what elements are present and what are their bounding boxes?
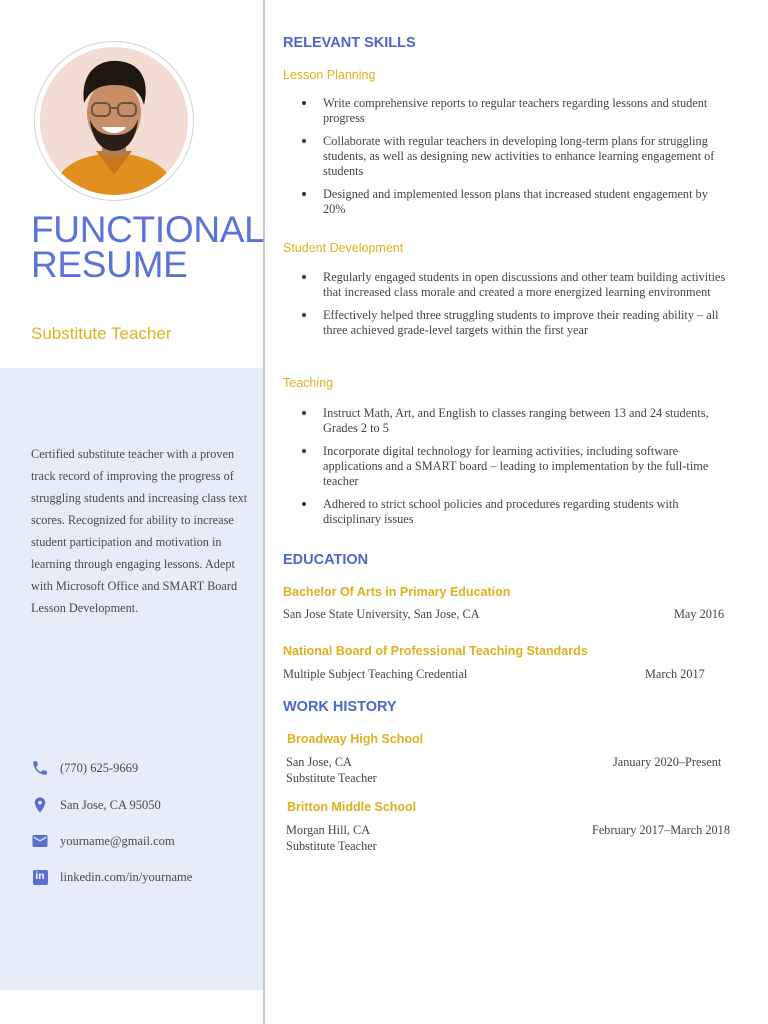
education-detail: Multiple Subject Teaching Credential [283, 667, 468, 681]
location-text: San Jose, CA 95050 [60, 797, 161, 812]
skill-bullet: Incorporate digital technology for learning activities, including software applications and a SMART board – leading to implementation by the full-time teacher [283, 444, 728, 489]
work-role: Substitute Teacher [286, 771, 377, 785]
contact-email [31, 831, 175, 851]
linkedin-url[interactable]: linkedin.com/in/yourname [60, 869, 193, 884]
resume-title [31, 209, 265, 285]
education-date: May 2016 [674, 607, 725, 621]
skill-bullet: Instruct Math, Art, and English to classes ranging between 13 and 24 students, Grades 2 to 5 [283, 406, 728, 436]
skill-bullet: Designed and implemented lesson plans that increased student engagement by 20% [283, 187, 728, 217]
skill-bullet-list [283, 406, 728, 535]
degree-title: Bachelor Of Arts in Primary Education [283, 585, 511, 599]
column-divider [263, 0, 265, 1024]
skill-bullet: Adhered to strict school policies and procedures regarding students with disciplinary issues [283, 497, 728, 527]
portrait-illustration [40, 47, 188, 195]
skill-bullet: Collaborate with regular teachers in developing long-term plans for struggling students, as well as designing new activities to enhance learning engagement of students [283, 134, 728, 179]
employer-name: Britton Middle School [287, 800, 417, 814]
location-pin-icon [31, 796, 49, 814]
linkedin-glyph: in [33, 870, 48, 885]
skill-group-title: Teaching [283, 376, 334, 390]
skill-group-title: Student Development [283, 241, 404, 255]
credential-title: National Board of Professional Teaching Standards [283, 644, 588, 658]
skill-bullet-list [283, 96, 728, 225]
skill-bullet: Write comprehensive reports to regular teachers regarding lessons and student progress [283, 96, 728, 126]
education-heading: EDUCATION [283, 552, 369, 568]
skill-group-title: Lesson Planning [283, 68, 376, 82]
linkedin-icon [31, 868, 49, 886]
work-location: Morgan Hill, CA [286, 823, 371, 837]
contact-location [31, 795, 161, 815]
work-dates: February 2017–March 2018 [592, 823, 730, 837]
email-icon [31, 832, 49, 850]
profile-photo-frame [34, 41, 194, 201]
work-history-heading: WORK HISTORY [283, 699, 397, 715]
employer-name: Broadway High School [287, 732, 424, 746]
skill-bullet: Effectively helped three struggling students to improve their reading ability – all three achieved grade-level targets within the first year [283, 308, 728, 338]
profile-photo [40, 47, 188, 195]
profile-summary: Certified substitute teacher with a proven track record of improving the progress of struggling students and increasing class text scores. Recognized for ability to increase student participation and motivation in learning through engaging lessons. Adept with Microsoft Office and SMART Board Lesson Development. [31, 447, 248, 615]
phone-icon [31, 759, 49, 777]
contact-linkedin [31, 867, 193, 887]
title-line-1: FUNCTIONAL [31, 209, 265, 250]
job-title: Substitute Teacher [31, 324, 172, 343]
work-location: San Jose, CA [286, 755, 352, 769]
contact-phone [31, 758, 139, 778]
work-role: Substitute Teacher [286, 839, 377, 853]
education-detail: San Jose State University, San Jose, CA [283, 607, 480, 621]
skills-heading: RELEVANT SKILLS [283, 35, 416, 51]
phone-number[interactable]: (770) 625-9669 [60, 760, 139, 775]
email-address[interactable]: yourname@gmail.com [60, 833, 175, 848]
skill-bullet-list [283, 270, 728, 346]
education-date: March 2017 [645, 667, 705, 681]
skill-bullet: Regularly engaged students in open discussions and other team building activities that increased class morale and created a more energized learning environment [283, 270, 728, 300]
work-dates: January 2020–Present [613, 755, 722, 769]
title-line-2: RESUME [31, 244, 188, 285]
